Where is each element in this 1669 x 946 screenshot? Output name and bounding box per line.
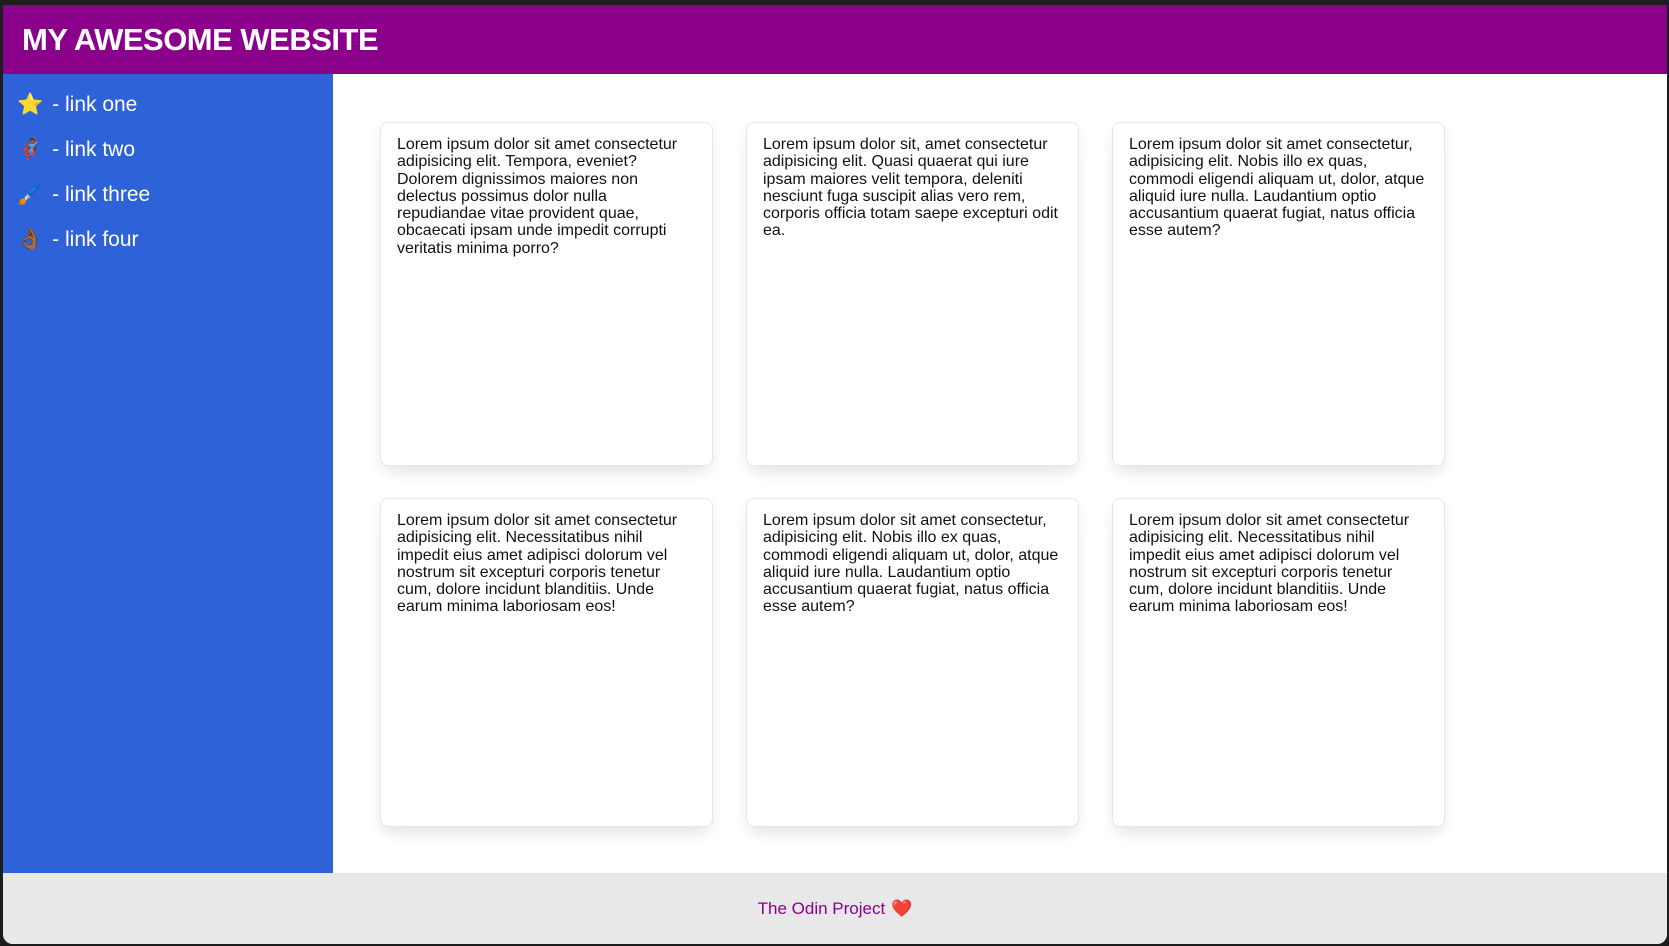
browser-page [3,5,1667,944]
link-three-label: - link three [52,182,151,206]
superhero-icon: 🦸🏾 [17,137,44,161]
sidebar [3,74,333,873]
card-text: Lorem ipsum dolor sit amet consectetur adipisicing elit. Tempora, eveniet? Dolorem dignissimos maiores non delectus possimus dolor nulla repudiandae vitae provident quae, obcaecati ipsam unde impedit corrupti veritatis minima porro? [397,136,678,257]
link-one-label: - link one [52,92,138,116]
ok-hand-icon: 👌🏾 [17,227,44,251]
card-text: Lorem ipsum dolor sit, amet consectetur adipisicing elit. Quasi quaerat qui iure ipsam maiores velit tempora, deleniti nesciunt fuga suscipit alias vero rem, corporis officia totam saepe excepturi odit ea. [763,136,1058,240]
sidebar-item-link-two [17,127,333,172]
card-text: Lorem ipsum dolor sit amet consectetur adipisicing elit. Necessitatibus nihil impedit eius amet adipisci dolorum vel nostrum sit excepturi corporis tenetur cum, dolore incidunt blanditiis. Unde earum minima laboriosam eos! [1129,512,1410,616]
link-four[interactable] [17,228,139,252]
link-one[interactable] [17,93,137,117]
sidebar-item-link-four [17,217,333,262]
card-text: Lorem ipsum dolor sit amet consectetur adipisicing elit. Necessitatibus nihil impedit eius amet adipisci dolorum vel nostrum sit excepturi corporis tenetur cum, dolore incidunt blanditiis. Unde earum minima laboriosam eos! [397,512,678,616]
site-header [3,5,1667,74]
card-text: Lorem ipsum dolor sit amet consectetur, adipisicing elit. Nobis illo ex quas, commodi eligendi aliquam ut, dolor, atque aliquid iure nulla. Laudantium optio accusantium quaerat fugiat, natus officia esse autem? [1129,136,1425,240]
main-content [333,74,1667,873]
link-three[interactable] [17,183,150,207]
odin-project-link[interactable] [758,899,913,919]
sidebar-item-link-three [17,172,333,217]
link-two-label: - link two [52,137,136,161]
card [746,498,1079,827]
star-icon: ⭐ [17,92,44,116]
card [380,122,713,466]
cards-grid [380,122,1667,827]
page-title: MY AWESOME WEBSITE [22,21,379,57]
link-four-label: - link four [52,227,139,251]
card [380,498,713,827]
card [1112,122,1445,466]
odin-project-link-label: The Odin Project [757,898,886,918]
sidebar-nav-list [17,82,333,262]
sidebar-item-link-one [17,82,333,127]
paintbrush-icon: 🖌️ [17,182,44,206]
card-text: Lorem ipsum dolor sit amet consectetur, adipisicing elit. Nobis illo ex quas, commodi eligendi aliquam ut, dolor, atque aliquid iure nulla. Laudantium optio accusantium quaerat fugiat, natus officia esse autem? [763,512,1059,616]
card [1112,498,1445,827]
heart-icon: ❤️ [891,898,913,918]
card [746,122,1079,466]
link-two[interactable] [17,138,135,162]
site-footer [3,873,1667,944]
content-row [3,74,1667,873]
